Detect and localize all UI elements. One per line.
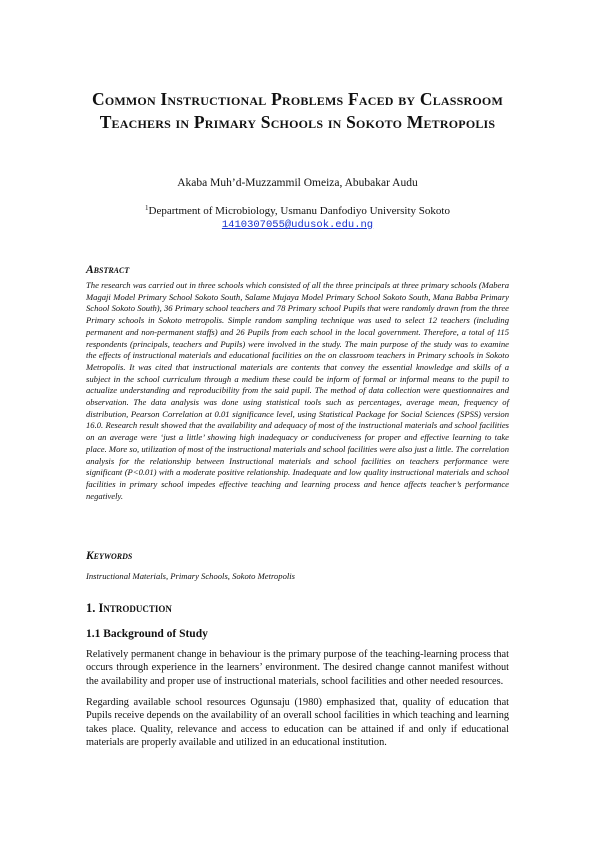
keywords-heading: Keywords — [86, 550, 133, 562]
abstract-heading: Abstract — [86, 264, 130, 276]
affiliation-marker: 1 — [145, 204, 149, 212]
body-paragraph: Regarding available school resources Ogunsaju (1980) emphasized that, quality of education that Pupils receive depends on the availability of an overall school facilities in which teaching and learning takes place. Quality, relevance and access to education can be attained if and only if educational materials are properly available and utilized in an educational institution. — [86, 697, 509, 748]
paper-title: Common Instructional Problems Faced by Classroom Teachers in Primary Schools in Sokoto Metropolis — [92, 89, 503, 132]
keywords-text: Instructional Materials, Primary Schools, Sokoto Metropolis — [86, 571, 296, 581]
affiliation-text: Department of Microbiology, Usmanu Danfodiyo University Sokoto — [148, 205, 450, 217]
subsection-heading-background: 1.1 Background of Study — [86, 628, 208, 640]
body-paragraph: Relatively permanent change in behaviour is the primary purpose of the teaching-learning process that occurs through experience in the learners’ environment. The desired change cannot manifest without the availability and proper use of instructional materials, school facilities and other needed resources. — [86, 649, 509, 687]
section-heading-introduction: 1. Introduction — [86, 601, 172, 615]
author-list: Akaba Muh’d-Muzzammil Omeiza, Abubakar Audu — [177, 177, 418, 189]
affiliation — [60, 205, 535, 217]
abstract-text: The research was carried out in three schools which consisted of all the three principals at three primary schools (Mabera Magaji Model Primary School Sokoto South, Salame Mujaya Model Primary School Sokoto South, Mana Babba Primary School Sokoto South), 36 Primary school teachers and 78 Primary school Pupils that were randomly drawn from the three Primary schools in Sokoto metropolis. Simple random sampling technique was used to select 12 teachers (including permanent and non-permanent staffs) and 26 Pupils from each school in the local government. Therefore, a total of 115 respondents (principals, teachers and Pupils) were involved in the study. The main purpose of the study was to examine the effects of instructional materials and educational facilities on the on classroom teachers in Primary schools in Sokoto Metropolis. It was cited that instructional materials are contents that convey the essential knowledge and skills of a subject in the school curriculum through a medium these could be inform of formal or informal means to the pupil to actualize understanding and reproducibility from the said pupil. The method of data collection were questionnaires and observation. The data analysis was done using statistical tools such as percentages, average mean, frequency of distribution, Pearson Correlation at 0.01 significance level, using Statistical Package for Social Sciences (SPSS) version 16.0. Research result showed that the availability and adequacy of most of the instructional materials and school facilities on an average were ‘just a little’ showing high inadequacy or conduciveness for proper and effective learning to take place. More so, utilization of most of the instructional materials and school facilities were also just a little. The correlation analysis for the relationship between Instructional materials and school facilities on teachers performance were significant (P<0.01) with a moderate positive relationship. Inadequate and low quality instructional materials and school facilities in primary school impedes effective teaching and learning process and hence affects teacher’s performance negatively. — [86, 280, 509, 501]
author-email-link[interactable]: 1410307055@udusok.edu.ng — [221, 219, 374, 231]
